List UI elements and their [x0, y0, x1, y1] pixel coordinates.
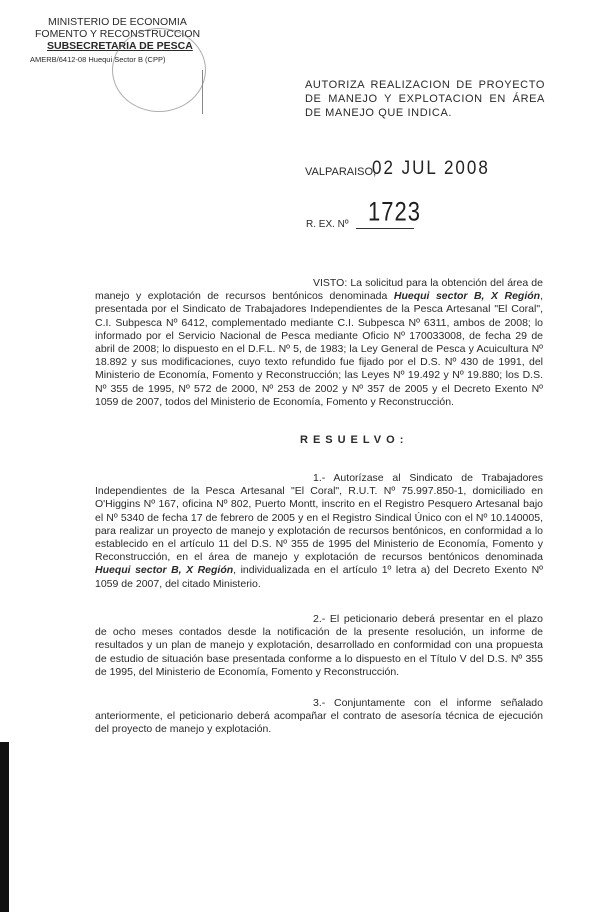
resolution-number: 1723: [368, 196, 421, 227]
ministry-subtitle: FOMENTO Y RECONSTRUCCION: [35, 28, 201, 40]
article-3: 3.- Conjuntamente con el informe señalado anteriormente, el peticionario deberá acompañar el contrato de asesoría técnica de ejecución del proyecto de manejo y explotación.: [95, 697, 543, 736]
subsecretaria-name: SUBSECRETARIA DE PESCA: [47, 40, 193, 52]
margin-mark: [202, 70, 203, 114]
date-stamp: 02 JUL 2008: [372, 156, 490, 179]
document-subject: AUTORIZA REALIZACION DE PROYECTO DE MANEJO Y EXPLOTACION EN ÁREA DE MANEJO QUE INDICA.: [305, 79, 545, 119]
visto-area-name: Huequi sector B, X Región: [393, 290, 541, 303]
visto-paragraph: [95, 277, 543, 409]
place: VALPARAISO,: [305, 166, 377, 178]
article-1-text-b: , individualizada en el artículo 1º letra a) del Decreto Exento Nº 1059 de 2007, del citado Ministerio.: [95, 564, 543, 590]
article-2: 2.- El peticionario deberá presentar en el plazo de ocho meses contados desde la notificación de la presente resolución, un informe de resultados y un plan de manejo y explotación, desarrollado en conformidad con una propuesta de estudio de situación base presentada conforme a lo dispuesto en el Título V del D.S. Nº 355 de 1995, del Ministerio de Economía, Fomento y Reconstrucción.: [95, 613, 543, 678]
ministry-name: MINISTERIO DE ECONOMIA: [48, 16, 187, 28]
file-reference: AMERB/6412-08 Huequi Sector B (CPP): [30, 55, 166, 64]
resolution-underline: [356, 228, 414, 229]
official-seal-icon: [112, 28, 206, 112]
resuelvo-heading: RESUELVO:: [300, 434, 409, 446]
visto-text-a: VISTO: La solicitud para la obtención del área de manejo y explotación de recursos bentónicos denominada: [95, 277, 543, 303]
resolution-label: R. EX. Nº: [306, 219, 349, 230]
article-1-text-a: 1.- Autorízase al Sindicato de Trabajadores Independientes de la Pesca Artesanal "El Coral", R.U.T. Nº 75.997.850-1, domiciliado en O'Higgins Nº 167, oficina Nº 802, Puerto Montt, inscrito en el Registro Pesquero Artesanal bajo el Nº 5340 de fecha 17 de febrero de 2005 y en el Registro Sindical Único con el Nº 10.140005, para realizar un proyecto de manejo y explotación de recursos bentónicos, en conformidad a lo establecido en el artículo 11 del D.S. Nº 355 de 1995 del Ministerio de Economía, Fomento y Reconstrucción, en el área de manejo y explotación de recursos bentónicos denominada: [95, 472, 543, 564]
visto-text-b: , presentada por el Sindicato de Trabajadores Independientes de la Pesca Artesanal "El Coral", C.I. Subpesca Nº 6412, complementado mediante C.I. Subpesca Nº 6311, ambos de 2008; lo informado por el Servicio Nacional de Pesca mediante Oficio Nº 170033008, de fecha 29 de abril de 2008; lo dispuesto en el D.F.L. Nº 5, de 1983; la Ley General de Pesca y Acuicultura Nº 18.892 y sus modificaciones, cuyo texto refundido fue fijado por el D.S. Nº 430 de 1991, del Ministerio de Economía, Fomento y Reconstrucción; las Leyes Nº 19.492 y Nº 19.880; los D.S. Nº 355 de 1995, Nº 572 de 2000, Nº 253 de 2002 y Nº 357 de 2005 y el Decreto Exento Nº 1059 de 2007, todos del Ministerio de Economía, Fomento y Reconstrucción.: [95, 290, 543, 408]
scan-edge-bar: [0, 742, 9, 912]
article-1: [95, 472, 543, 591]
article-1-area-name: Huequi sector B, X Región: [95, 564, 234, 577]
